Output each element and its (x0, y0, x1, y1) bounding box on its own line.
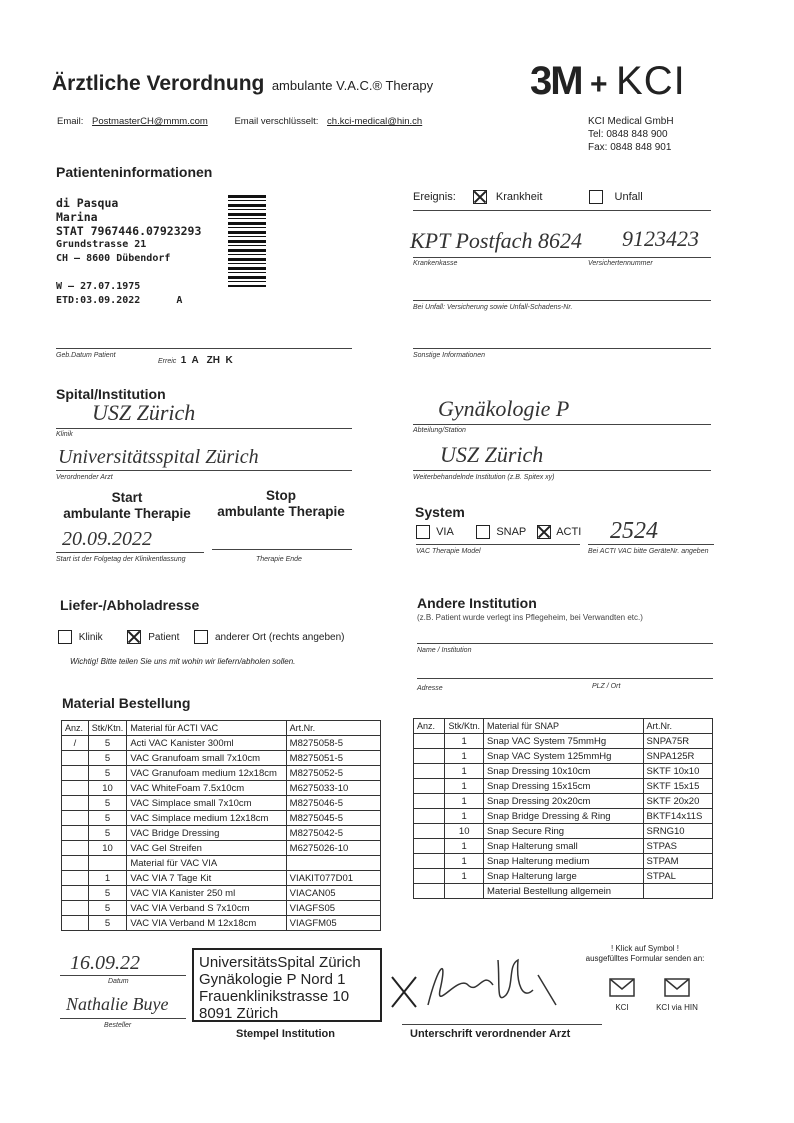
company-address (588, 115, 674, 154)
material-cell: VAC Simplace small 7x10cm (127, 796, 286, 811)
send-hint (585, 944, 705, 964)
material-cell: Snap Halterung large (483, 869, 643, 884)
datum-value[interactable]: 16.09.22 (70, 952, 140, 974)
table-row (62, 886, 381, 901)
encrypted-email-link[interactable]: ch.kci-medical@hin.ch (327, 116, 423, 127)
datum-label: Datum (108, 978, 129, 985)
email-link[interactable]: PostmasterCH@mmm.com (92, 116, 208, 127)
ereignis-row (413, 190, 643, 204)
artnr-cell: M8275042-5 (286, 826, 380, 841)
anz-cell[interactable] (414, 854, 445, 869)
table-row (414, 764, 713, 779)
krankenkasse-label: Krankenkasse (413, 260, 458, 267)
table-row (62, 751, 381, 766)
material-cell: Snap Dressing 10x10cm (483, 764, 643, 779)
via-checkbox[interactable] (416, 525, 430, 539)
table-row (414, 794, 713, 809)
table-row (62, 916, 381, 931)
table-row (414, 779, 713, 794)
anz-cell[interactable] (414, 884, 445, 899)
stk-cell: 5 (88, 796, 127, 811)
artnr-cell: SKTF 20x20 (643, 794, 712, 809)
artnr-cell: STPAL (643, 869, 712, 884)
stk-cell: 1 (445, 854, 484, 869)
unfall-label: Unfall (614, 190, 643, 203)
artnr-cell: M8275058-5 (286, 736, 380, 751)
material-cell: VAC VIA Verband S 7x10cm (127, 901, 286, 916)
material-cell: VAC Granufoam medium 12x18cm (127, 766, 286, 781)
company-name: KCI Medical GmbH (588, 116, 674, 127)
material-cell: VAC Bridge Dressing (127, 826, 286, 841)
artnr-cell: SKTF 15x15 (643, 779, 712, 794)
stk-cell: 1 (445, 734, 484, 749)
col-artnr: Art.Nr. (643, 719, 712, 734)
form-title (52, 72, 433, 96)
material-cell: Snap VAC System 125mmHg (483, 749, 643, 764)
stempel-line-4: 8091 Zürich (199, 1005, 279, 1022)
krankenkasse-value[interactable]: KPT Postfach 8624 (410, 228, 582, 253)
barcode (228, 195, 266, 287)
andere-heading: Andere Institution (417, 595, 537, 611)
klinik-label: Klinik (56, 431, 73, 438)
col-anz: Anz. (62, 721, 89, 736)
anz-cell[interactable]: / (62, 736, 89, 751)
stk-cell: 1 (445, 809, 484, 824)
kci-mail-label: KCI (615, 1003, 629, 1012)
klick-hint: ! Klick auf Symbol ! (610, 944, 680, 953)
stk-cell (88, 856, 127, 871)
plz-ort-label: PLZ / Ort (592, 683, 621, 690)
patient-heading: Patienteninformationen (56, 164, 213, 180)
table-row (62, 871, 381, 886)
table-row (62, 901, 381, 916)
start-sub: ambulante Therapie (63, 506, 191, 521)
col-stk: Stk/Ktn. (445, 719, 484, 734)
patient-city: CH – 8600 Dübendorf (56, 253, 171, 264)
patient-birth: W – 27.07.1975 (56, 281, 141, 292)
stk-cell: 1 (445, 764, 484, 779)
erreich-label: Erreic (158, 358, 177, 365)
model-label: VAC Therapie Model (416, 548, 481, 555)
patient-street: Grundstrasse 21 (56, 239, 147, 250)
snap-checkbox[interactable] (476, 525, 490, 539)
table-row (414, 809, 713, 824)
stk-cell: 1 (445, 779, 484, 794)
start-heading: Start (111, 490, 143, 505)
stk-cell: 10 (88, 841, 127, 856)
anz-cell[interactable] (414, 764, 445, 779)
name-institution-label: Name / Institution (417, 647, 472, 654)
besteller-value[interactable]: Nathalie Buye (66, 994, 169, 1014)
anz-cell[interactable] (62, 796, 89, 811)
stk-cell: 5 (88, 886, 127, 901)
material-cell: VAC Simplace medium 12x18cm (127, 811, 286, 826)
arzt-value[interactable]: Universitätsspital Zürich (58, 446, 259, 468)
artnr-cell: BKTF14x11S (643, 809, 712, 824)
anz-cell[interactable] (414, 734, 445, 749)
table-row (414, 854, 713, 869)
anz-cell[interactable] (414, 839, 445, 854)
versichertennummer-label: Versichertennummer (588, 260, 653, 267)
stk-cell: 5 (88, 736, 127, 751)
stk-cell: 5 (88, 916, 127, 931)
kci-hin-mail-button[interactable] (652, 976, 702, 1016)
material-cell: Snap Halterung small (483, 839, 643, 854)
stempel-line-1: UniversitätsSpital Zürich (199, 954, 361, 971)
stk-cell: 5 (88, 826, 127, 841)
snap-material-table (413, 718, 713, 899)
abteilung-label: Abteilung/Station (413, 427, 466, 434)
table-row (414, 839, 713, 854)
anz-cell[interactable] (62, 781, 89, 796)
anz-cell[interactable] (62, 766, 89, 781)
versichertennummer-value[interactable]: 9123423 (622, 226, 699, 251)
material-cell: Snap Halterung medium (483, 854, 643, 869)
table-row (62, 796, 381, 811)
table-row (62, 826, 381, 841)
email-line (57, 116, 422, 127)
system-row (416, 525, 581, 539)
patient-label (56, 196, 201, 308)
stk-cell: 5 (88, 811, 127, 826)
anz-cell[interactable] (414, 779, 445, 794)
material-heading: Material Bestellung (62, 695, 191, 711)
patient-stat: STAT 7967446.07923293 (56, 224, 202, 238)
company-tel: Tel: 0848 848 900 (588, 129, 668, 140)
artnr-cell: M8275045-5 (286, 811, 380, 826)
snap-label: SNAP (496, 525, 527, 538)
anz-cell[interactable] (414, 749, 445, 764)
stempel-label: Stempel Institution (236, 1028, 335, 1040)
table-row (414, 749, 713, 764)
artnr-cell: STPAS (643, 839, 712, 854)
model-value[interactable]: 2524 (610, 518, 658, 544)
andere-sub: (z.B. Patient wurde verlegt ins Pflegeheim, bei Verwandten etc.) (417, 613, 643, 622)
stop-sub: ambulante Therapie (217, 504, 345, 519)
stk-cell: 1 (88, 871, 127, 886)
via-label: VIA (436, 525, 454, 538)
artnr-cell: VIAGFS05 (286, 901, 380, 916)
stk-cell: 10 (88, 781, 127, 796)
artnr-cell: SNPA75R (643, 734, 712, 749)
patient-etd: ETD:03.09.2022 A (56, 295, 183, 306)
stk-cell: 1 (445, 839, 484, 854)
spital-heading: Spital/Institution (56, 386, 166, 402)
anz-cell[interactable] (62, 871, 89, 886)
anz-cell[interactable] (414, 794, 445, 809)
table-row (62, 736, 381, 751)
anz-cell[interactable] (62, 916, 89, 931)
material-cell: VAC Granufoam small 7x10cm (127, 751, 286, 766)
stempel-line-3: Frauenklinikstrasse 10 (199, 988, 350, 1005)
material-cell: Snap Dressing 20x20cm (483, 794, 643, 809)
stop-heading-block (206, 488, 356, 520)
artnr-cell (286, 856, 380, 871)
stempel-line-2: Gynäkologie P Nord 1 (199, 971, 346, 988)
material-cell: VAC WhiteFoam 7.5x10cm (127, 781, 286, 796)
erreich-row (158, 350, 233, 368)
table-row (62, 811, 381, 826)
table-row (414, 734, 713, 749)
title-sub: ambulante V.A.C.® Therapy (271, 78, 434, 93)
send-hint-text: ausgefülltes Formular senden an: (585, 954, 705, 963)
material-cell: Snap Bridge Dressing & Ring (483, 809, 643, 824)
artnr-cell: M8275046-5 (286, 796, 380, 811)
artnr-cell: VIAGFM05 (286, 916, 380, 931)
material-cell: VAC VIA Kanister 250 ml (127, 886, 286, 901)
material-cell: Acti VAC Kanister 300ml (127, 736, 286, 751)
anz-cell[interactable] (62, 811, 89, 826)
sonstige-label: Sonstige Informationen (413, 352, 485, 359)
anz-cell[interactable] (62, 826, 89, 841)
anz-cell[interactable] (414, 824, 445, 839)
artnr-cell: SRNG10 (643, 824, 712, 839)
liefer-heading: Liefer-/Abholadresse (60, 597, 200, 613)
anz-cell[interactable] (62, 901, 89, 916)
material-cell: VAC VIA Verband M 12x18cm (127, 916, 286, 931)
krankheit-checkbox[interactable] (473, 190, 487, 204)
anderer-ort-checkbox[interactable] (194, 630, 208, 644)
liefer-klinik-label: Klinik (78, 631, 103, 643)
system-heading: System (415, 504, 465, 520)
material-cell: Snap Dressing 15x15cm (483, 779, 643, 794)
artnr-cell: SKTF 10x10 (643, 764, 712, 779)
liefer-patient-label: Patient (148, 631, 180, 643)
company-fax: Fax: 0848 848 901 (588, 142, 672, 153)
liefer-hinweis: Wichtig! Bitte teilen Sie uns mit wohin wir liefern/abholen sollen. (70, 657, 296, 666)
logo-3m: 3M (530, 59, 582, 103)
stk-cell: 5 (88, 751, 127, 766)
stempel (192, 948, 382, 1022)
abteilung-value[interactable]: Gynäkologie P (438, 396, 570, 421)
acti-geraet-label: Bei ACTI VAC bitte GeräteNr. angeben (588, 548, 709, 555)
col-artnr: Art.Nr. (286, 721, 380, 736)
patient-last-name: di Pasqua (56, 196, 119, 210)
anz-cell[interactable] (62, 886, 89, 901)
besteller-label: Besteller (104, 1022, 132, 1029)
stk-cell: 5 (88, 766, 127, 781)
acti-label: ACTI (556, 525, 582, 538)
stk-cell: 5 (88, 901, 127, 916)
weiterbehandelnde-value[interactable]: USZ Zürich (440, 442, 544, 467)
table-row (62, 781, 381, 796)
anz-cell[interactable] (62, 856, 89, 871)
acti-material-table (61, 720, 381, 931)
logo-kci: KCI (616, 59, 686, 103)
artnr-cell: VIACAN05 (286, 886, 380, 901)
stk-cell: 1 (445, 794, 484, 809)
patient-checkbox[interactable] (127, 630, 141, 644)
anz-cell[interactable] (62, 841, 89, 856)
dob-label: Geb.Datum Patient (56, 352, 116, 359)
start-label: Start ist der Folgetag der Klinikentlassung (56, 556, 186, 563)
start-heading-block (52, 490, 202, 522)
unterschrift-label: Unterschrift verordnender Arzt (410, 1028, 571, 1040)
stop-heading: Stop (266, 488, 296, 503)
artnr-cell: VIAKIT077D01 (286, 871, 380, 886)
material-cell: VAC Gel Streifen (127, 841, 286, 856)
stk-cell (445, 884, 484, 899)
anz-cell[interactable] (62, 751, 89, 766)
table-row (414, 884, 713, 899)
stk-cell: 10 (445, 824, 484, 839)
col-anz: Anz. (414, 719, 445, 734)
material-cell: Material für VAC VIA (127, 856, 286, 871)
adresse-label: Adresse (417, 685, 443, 692)
table-row (62, 856, 381, 871)
stk-cell: 1 (445, 749, 484, 764)
erreich-value: 1 A ZH K (180, 355, 233, 366)
artnr-cell (643, 884, 712, 899)
artnr-cell: M6275026-10 (286, 841, 380, 856)
start-date-value[interactable]: 20.09.2022 (62, 528, 152, 550)
email-label: Email: (57, 116, 84, 127)
arzt-signature (388, 945, 588, 1025)
klinik-value[interactable]: USZ Zürich (92, 400, 196, 425)
encrypted-email-label: Email verschlüsselt: (234, 116, 319, 127)
table-row (62, 766, 381, 781)
stk-cell: 1 (445, 869, 484, 884)
ende-label: Therapie Ende (256, 556, 302, 563)
unfall-versicherung-label: Bei Unfall: Versicherung sowie Unfall-Schadens-Nr. (413, 304, 573, 311)
col-material: Material für ACTI VAC (127, 721, 286, 736)
material-cell: VAC VIA 7 Tage Kit (127, 871, 286, 886)
ereignis-label: Ereignis: (413, 190, 456, 203)
artnr-cell: STPAM (643, 854, 712, 869)
col-stk: Stk/Ktn. (88, 721, 127, 736)
patient-first-name: Marina (56, 210, 98, 224)
unfall-checkbox[interactable] (589, 190, 603, 204)
title-main: Ärztliche Verordnung (52, 72, 265, 95)
klinik-checkbox[interactable] (58, 630, 72, 644)
kci-hin-mail-label: KCI via HIN (656, 1003, 698, 1012)
artnr-cell: M8275051-5 (286, 751, 380, 766)
table-row (414, 824, 713, 839)
liefer-row (58, 630, 344, 644)
material-cell: Snap Secure Ring (483, 824, 643, 839)
material-cell: Snap VAC System 75mmHg (483, 734, 643, 749)
company-logo (530, 60, 686, 111)
col-material: Material für SNAP (483, 719, 643, 734)
artnr-cell: M8275052-5 (286, 766, 380, 781)
acti-checkbox[interactable] (537, 525, 551, 539)
material-cell: Material Bestellung allgemein (483, 884, 643, 899)
artnr-cell: SNPA125R (643, 749, 712, 764)
mail-icon (609, 976, 635, 998)
table-row (414, 869, 713, 884)
kci-mail-button[interactable] (607, 976, 637, 1016)
logo-plus: + (590, 68, 608, 101)
arzt-label: Verordnender Arzt (56, 474, 113, 481)
anz-cell[interactable] (414, 809, 445, 824)
table-row (62, 841, 381, 856)
mail-icon (664, 976, 690, 998)
weiterbehandelnde-label: Weiterbehandelnde Institution (z.B. Spitex xy) (413, 474, 555, 481)
anz-cell[interactable] (414, 869, 445, 884)
krankheit-label: Krankheit (495, 190, 543, 203)
liefer-anderer-label: anderer Ort (rechts angeben) (214, 631, 345, 643)
artnr-cell: M6275033-10 (286, 781, 380, 796)
